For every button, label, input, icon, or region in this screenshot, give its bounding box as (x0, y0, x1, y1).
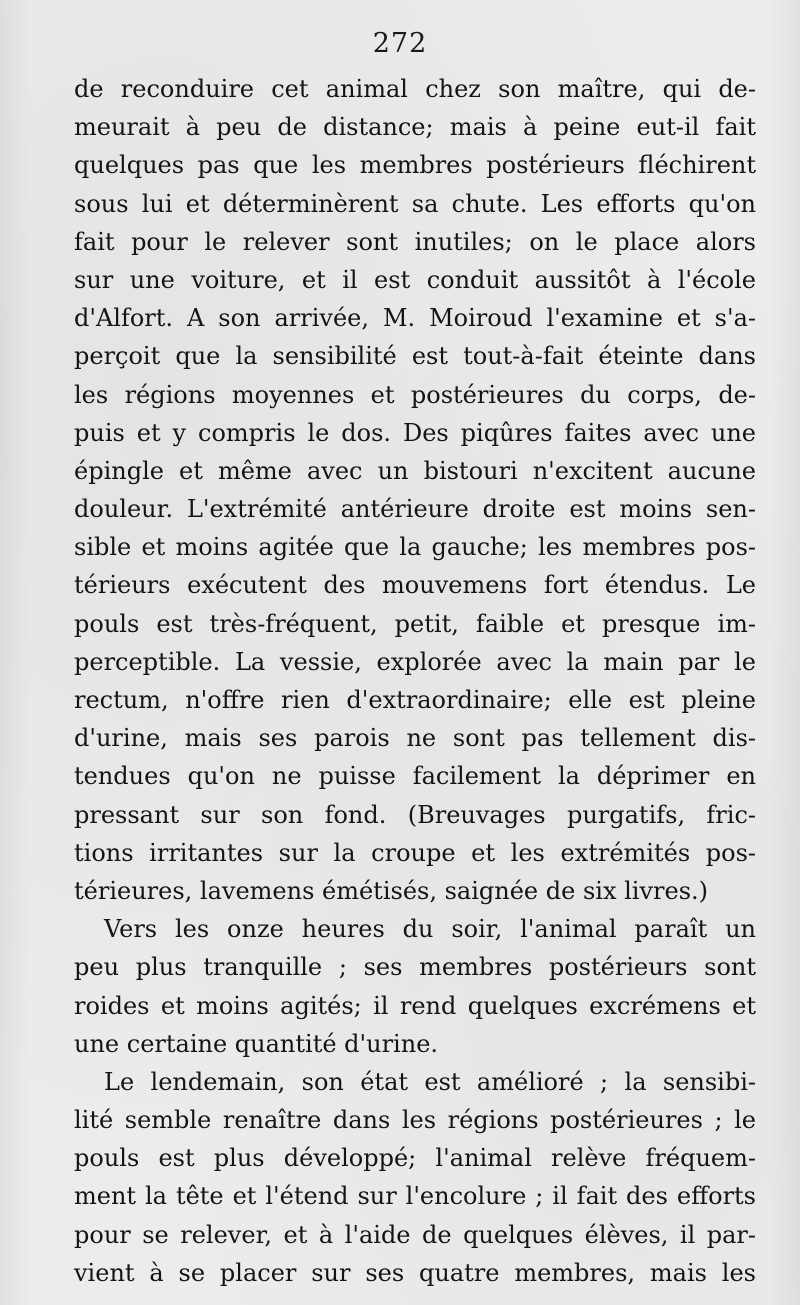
text-line: douleur. L'extrémité antérieure droite est moins sen- (74, 495, 756, 524)
text-line: térieures, lavemens émétisés, saignée de six livres.) (74, 876, 708, 905)
text-line: une certaine quantité d'urine. (74, 1029, 439, 1058)
text-line: Vers les onze heures du soir, l'animal paraît un (104, 915, 756, 944)
text-line: térieurs exécutent des mouvemens fort étendus. Le (74, 571, 756, 600)
text-line: lité semble renaître dans les régions postérieures ; le (74, 1106, 756, 1135)
text-line: les régions moyennes et postérieures du corps, de- (74, 380, 756, 409)
text-line: sur une voiture, et il est conduit aussitôt à l'école (74, 265, 756, 294)
text-line: vient à se placer sur ses quatre membres, mais les (74, 1258, 756, 1287)
text-line: ment la tête et l'étend sur l'encolure ; il fait des efforts (74, 1182, 756, 1211)
text-line: peu plus tranquille ; ses membres postérieurs sont (74, 953, 756, 982)
text-line: de reconduire cet animal chez son maître, qui de- (74, 75, 756, 103)
text-line: épingle et même avec un bistouri n'excitent aucune (74, 456, 756, 485)
text-line: sous lui et déterminèrent sa chute. Les efforts qu'on (74, 189, 756, 218)
text-line: d'Alfort. A son arrivée, M. Moiroud l'examine et s'a- (74, 304, 756, 333)
text-line: tendues qu'on ne puisse facilement la déprimer en (74, 762, 756, 791)
text-line: Le lendemain, son état est amélioré ; la sensibi- (104, 1067, 756, 1096)
text-line: sible et moins agitée que la gauche; les membres pos- (74, 533, 756, 562)
text-line: perçoit que la sensibilité est tout-à-fait éteinte dans (74, 342, 756, 371)
page-number: 272 (372, 28, 428, 59)
text-line: pour se relever, et à l'aide de quelques élèves, il par- (74, 1220, 756, 1249)
text-line: pouls est très-fréquent, petit, faible et presque im- (74, 609, 756, 638)
text-line: pouls est plus développé; l'animal relève fréquem- (74, 1144, 756, 1173)
body-text (74, 70, 756, 1292)
text-line: roides et moins agités; il rend quelques excrémens et (74, 991, 756, 1020)
text-line: pressant sur son fond. (Breuvages purgatifs, fric- (74, 800, 756, 829)
text-line: quelques pas que les membres postérieurs fléchirent (74, 151, 756, 180)
text-line: rectum, n'offre rien d'extraordinaire; elle est pleine (74, 686, 756, 714)
text-line: perceptible. La vessie, explorée avec la main par le (74, 647, 756, 676)
text-line: fait pour le relever sont inutiles; on le place alors (74, 227, 756, 256)
text-line: meurait à peu de distance; mais à peine eut-il fait (74, 113, 756, 142)
text-line: tions irritantes sur la croupe et les extrémités pos- (74, 838, 756, 867)
text-line: d'urine, mais ses parois ne sont pas tellement dis- (74, 724, 756, 753)
text-line: puis et y compris le dos. Des piqûres faites avec une (74, 418, 756, 447)
